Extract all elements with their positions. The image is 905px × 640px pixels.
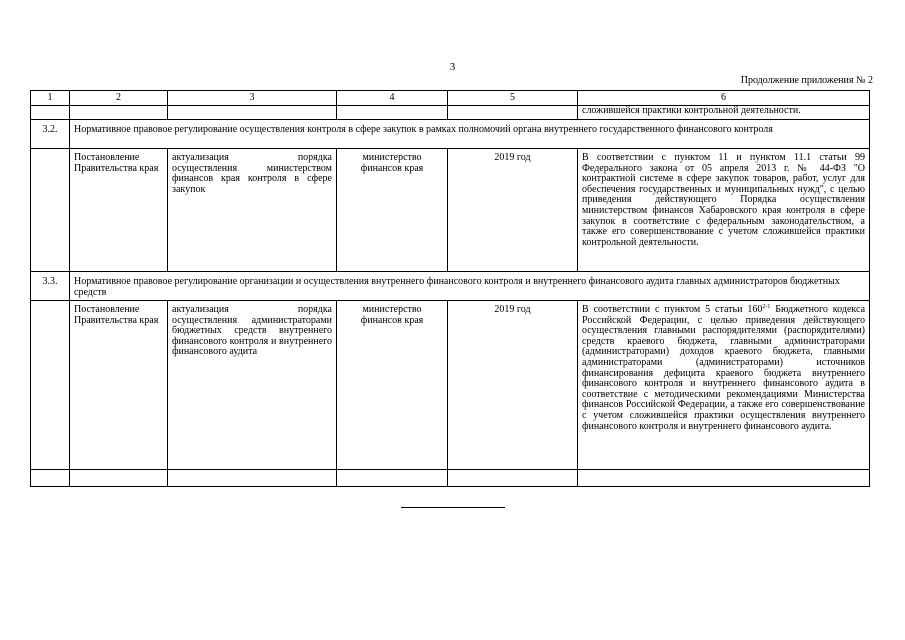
deadline-cell: 2019 год — [448, 301, 578, 470]
table-row — [31, 301, 870, 470]
table-row — [31, 149, 870, 272]
section-number: 3.3. — [31, 272, 70, 301]
header-cell: 2 — [70, 91, 168, 106]
header-cell: 6 — [578, 91, 870, 106]
content-cell: актуализация порядка осуществления администраторами бюджетных средств внутреннего финансового контроля и внутреннего финансового аудита — [168, 301, 337, 470]
basis-cell: В соответствии с пунктом 11 и пунктом 11.1 статьи 99 Федерального закона от 05 апреля 2013 г. № 44-ФЗ "О контрактной системе в сфере закупок товаров, работ, услуг для обеспечения государственных и муниципальных нужд", с целью приведения действующего Порядка осуществления министерством финансов Хабаровского края контроля в сфере закупок в соответствие с федеральным законодательством, а также его совершенствование с учетом сложившейся практики контрольной деятельности. — [578, 149, 870, 272]
empty-row — [31, 470, 870, 487]
executor-cell: министерство финансов края — [337, 149, 448, 272]
basis-superscript: 2-1 — [762, 304, 771, 310]
section-row — [31, 120, 870, 149]
deadline-cell: 2019 год — [448, 149, 578, 272]
executor-cell: министерство финансов края — [337, 301, 448, 470]
header-cell: 4 — [337, 91, 448, 106]
section-row — [31, 272, 870, 301]
header-cell: 1 — [31, 91, 70, 106]
footer-rule — [401, 507, 505, 508]
basis-text-start: В соответствии с пунктом 5 статьи 160 — [582, 304, 763, 315]
continued-row — [31, 106, 870, 120]
measures-table — [30, 90, 870, 487]
page-number: 3 — [449, 61, 456, 73]
section-title: Нормативное правовое регулирование организации и осуществления внутреннего финансового контроля и внутреннего финансового аудита главных администраторов бюджетных средств — [70, 272, 870, 301]
header-row — [31, 91, 870, 106]
continued-text: сложившейся практики контрольной деятельности. — [578, 106, 870, 120]
header-cell: 3 — [168, 91, 337, 106]
header-cell: 5 — [448, 91, 578, 106]
doc-type-cell: Постановление Правительства края — [70, 301, 168, 470]
basis-cell — [578, 301, 870, 470]
continuation-label: Продолжение приложения № 2 — [740, 75, 873, 86]
basis-text-end: Бюджетного кодекса Российской Федерации, с целью приведения действующего осуществления главными распорядителями (распорядителями) средств краевого бюджета, главными администраторами (администраторами) доходов краевого бюджета, главными администраторами (администраторами) источников финансирования дефицита краевого бюджета внутреннего финансового контроля и внутреннего финансового аудита в соответствие с методическими рекомендациями Министерства финансов Российской Федерации, а также его совершенствование с учетом сложившейся практики осуществления внутреннего финансового контроля и внутреннего финансового аудита. — [582, 304, 866, 432]
section-title: Нормативное правовое регулирование осуществления контроля в сфере закупок в рамках полномочий органа внутреннего государственного финансового контроля — [70, 120, 870, 149]
doc-type-cell: Постановление Правительства края — [70, 149, 168, 272]
content-cell: актуализация порядка осуществления министерством финансов края контроля в сфере закупок — [168, 149, 337, 272]
section-number: 3.2. — [31, 120, 70, 149]
